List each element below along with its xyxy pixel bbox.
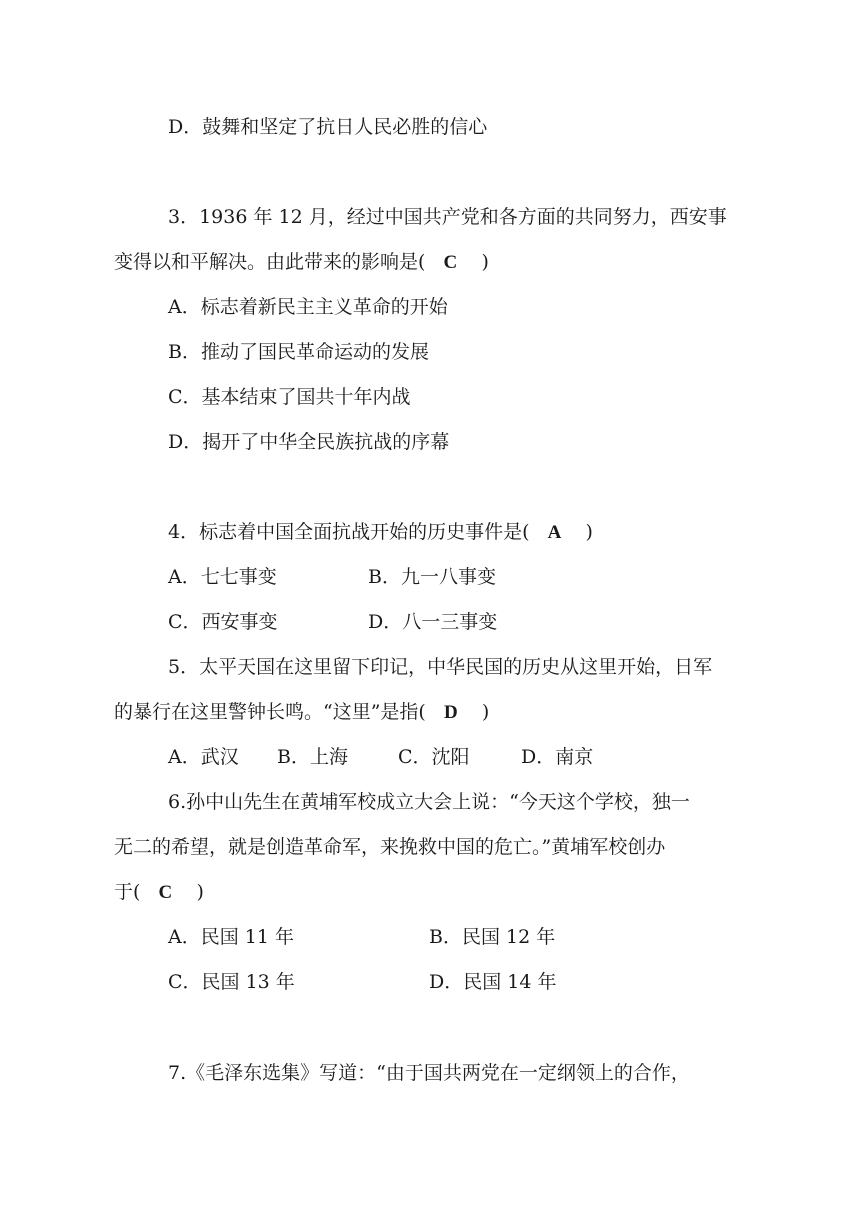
q4-stem bbox=[168, 520, 593, 545]
q4-option-d: D．八一三事变 bbox=[368, 611, 498, 633]
q3-option-b: B．推动了国民革命运动的发展 bbox=[168, 341, 429, 363]
q5-option-b: B．上海 bbox=[277, 746, 348, 768]
q4-option-c: C．西安事变 bbox=[168, 611, 278, 633]
q5-stem-line1: 5．太平天国在这里留下印记，中华民国的历史从这里开始，日军 bbox=[168, 656, 713, 678]
q4-close-paren: ) bbox=[585, 521, 593, 543]
q5-option-c: C．沈阳 bbox=[398, 746, 470, 768]
q6-stem-text: 于( bbox=[114, 881, 141, 903]
q3-close-paren: ) bbox=[481, 251, 489, 273]
q5-option-a: A．武汉 bbox=[168, 746, 239, 768]
q6-stem-line1: 6.孙中山先生在黄埔军校成立大会上说：“今天这个学校，独一 bbox=[168, 791, 690, 813]
q5-answer: D bbox=[443, 702, 458, 723]
q3-stem-line1: 3．1936 年 12 月，经过中国共产党和各方面的共同努力，西安事 bbox=[168, 206, 727, 228]
q6-option-a: A．民国 11 年 bbox=[168, 926, 294, 948]
q3-option-a: A．标志着新民主主义革命的开始 bbox=[168, 296, 448, 318]
q6-close-paren: ) bbox=[196, 881, 204, 903]
q3-answer: C bbox=[443, 252, 458, 273]
q3-option-d: D．揭开了中华全民族抗战的序幕 bbox=[168, 431, 450, 453]
q5-stem-text: 的暴行在这里警钟长鸣。“这里”是指( bbox=[114, 701, 426, 723]
q4-stem-text: 4．标志着中国全面抗战开始的历史事件是( bbox=[168, 521, 530, 543]
q6-stem-line2: 无二的希望，就是创造革命军，来挽救中国的危亡。”黄埔军校创办 bbox=[114, 836, 666, 858]
q5-stem-line2 bbox=[114, 700, 489, 725]
q5-close-paren: ) bbox=[481, 701, 490, 723]
q7-stem-line1: 7.《毛泽东选集》写道：“由于国共两党在一定纲领上的合作， bbox=[168, 1062, 690, 1084]
q2-option-d: D．鼓舞和坚定了抗日人民必胜的信心 bbox=[168, 116, 488, 138]
q4-answer: A bbox=[547, 522, 562, 543]
q3-option-c: C．基本结束了国共十年内战 bbox=[168, 386, 411, 408]
q3-stem-text: 变得以和平解决。由此带来的影响是( bbox=[114, 251, 426, 273]
q6-answer: C bbox=[158, 882, 173, 903]
q4-option-a: A．七七事变 bbox=[168, 566, 277, 588]
q6-option-c: C．民国 13 年 bbox=[168, 971, 295, 993]
q6-option-b: B．民国 12 年 bbox=[429, 926, 556, 948]
q6-stem-line3 bbox=[114, 880, 204, 905]
q6-option-d: D．民国 14 年 bbox=[429, 971, 557, 993]
q3-stem-line2 bbox=[114, 250, 489, 275]
q4-option-b: B．九一八事变 bbox=[368, 566, 496, 588]
q5-option-d: D．南京 bbox=[521, 746, 594, 768]
